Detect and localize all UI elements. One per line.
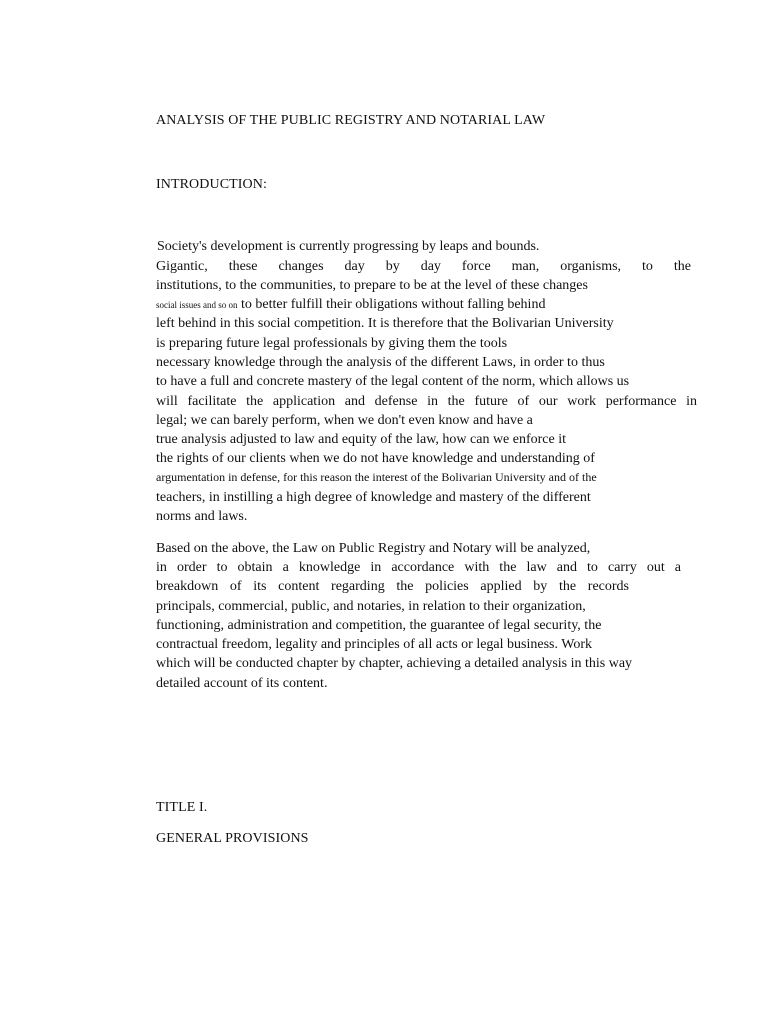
paragraph-line: functioning, administration and competition, the guarantee of legal security, the bbox=[156, 618, 602, 633]
paragraph-line: necessary knowledge through the analysis of the different Laws, in order to thus bbox=[156, 355, 605, 370]
paragraph-line: Based on the above, the Law on Public Registry and Notary will be analyzed, bbox=[156, 541, 591, 556]
paragraph-line: contractual freedom, legality and principles of all acts or legal business. Work bbox=[156, 637, 592, 652]
paragraph-line: true analysis adjusted to law and equity of the law, how can we enforce it bbox=[156, 432, 567, 447]
paragraph-line: will facilitate the application and defense in the future of our work performance in bbox=[156, 394, 697, 409]
general-provisions-heading: GENERAL PROVISIONS bbox=[156, 831, 309, 846]
paragraph-line: Gigantic, these changes day by day force man, organisms, to the bbox=[156, 259, 691, 274]
paragraph-line bbox=[156, 295, 545, 315]
paragraph-line: is preparing future legal professionals by giving them the tools bbox=[156, 336, 508, 351]
paragraph-line: principals, commercial, public, and notaries, in relation to their organization, bbox=[156, 599, 586, 614]
paragraph-line: norms and laws. bbox=[156, 509, 248, 524]
introduction-heading: INTRODUCTION: bbox=[156, 177, 267, 192]
title-section-heading: TITLE I. bbox=[156, 800, 208, 815]
document-title: ANALYSIS OF THE PUBLIC REGISTRY AND NOTARIAL LAW bbox=[156, 113, 546, 128]
small-text: social issues and so on bbox=[156, 300, 238, 310]
paragraph-line: Society's development is currently progressing by leaps and bounds. bbox=[157, 239, 540, 254]
paragraph-line: the rights of our clients when we do not have knowledge and understanding of bbox=[156, 451, 595, 466]
paragraph-line: detailed account of its content. bbox=[156, 676, 328, 691]
paragraph-line: institutions, to the communities, to prepare to be at the level of these changes bbox=[156, 278, 588, 293]
paragraph-text: to better fulfill their obligations without falling behind bbox=[237, 297, 546, 312]
paragraph-line: which will be conducted chapter by chapter, achieving a detailed analysis in this way bbox=[156, 656, 633, 671]
paragraph-line: left behind in this social competition. It is therefore that the Bolivarian University bbox=[156, 316, 614, 331]
paragraph-line: in order to obtain a knowledge in accordance with the law and to carry out a bbox=[156, 560, 681, 575]
paragraph-line: legal; we can barely perform, when we don't even know and have a bbox=[156, 413, 533, 428]
paragraph-line: breakdown of its content regarding the policies applied by the records bbox=[156, 579, 629, 594]
paragraph-line: to have a full and concrete mastery of the legal content of the norm, which allows us bbox=[156, 374, 630, 389]
paragraph-line: teachers, in instilling a high degree of knowledge and mastery of the different bbox=[156, 490, 591, 505]
paragraph-line: argumentation in defense, for this reason the interest of the Bolivarian University and of the bbox=[156, 470, 597, 484]
